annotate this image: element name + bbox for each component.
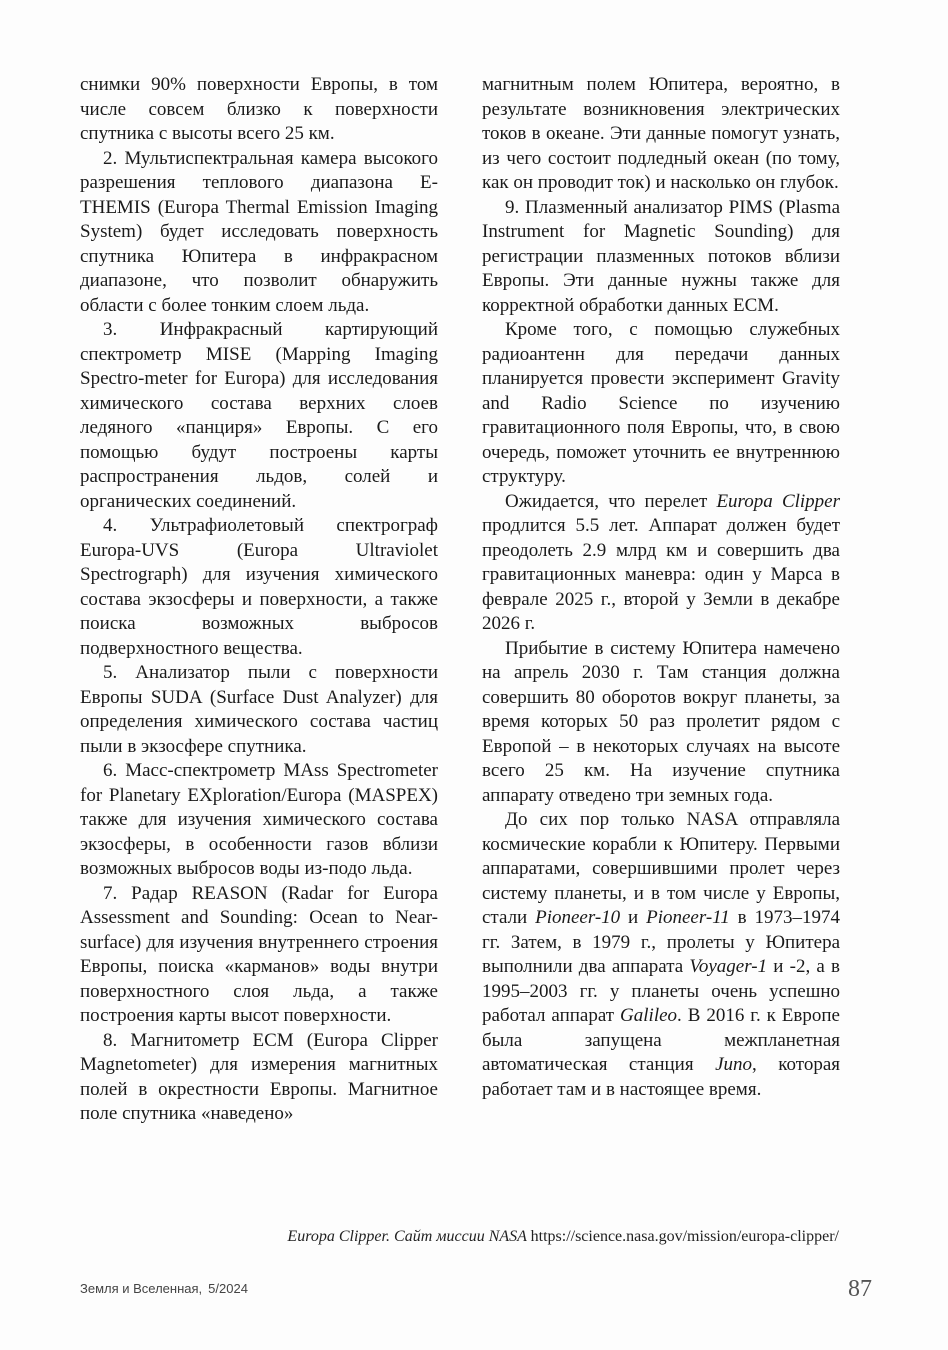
paragraph: снимки 90% поверхности Европы, в том числе совсем близко к поверхности спутника с высоты всего 25 км. xyxy=(80,74,438,144)
paragraph: 3. Инфракрасный картирующий спектрометр MISE (Mapping Imaging Spectro-meter for Europa) для исследования химического состава верхних слоев ледяного «панциря» Европы. С его помощью будут построены карты распространения льдов, солей и органических соединений. xyxy=(80,319,438,512)
running-footer xyxy=(80,1281,248,1296)
caption-url-link[interactable]: https://science.nasa.gov/mission/europa-clipper/ xyxy=(530,1228,839,1245)
paragraph: Ожидается, что перелет Europa Clipper продлится 5.5 лет. Аппарат должен будет преодолеть 2.9 млрд км и совершить два гравитационных маневра: один у Марса в феврале 2025 г., второй у Земли в декабре 2026 г. xyxy=(482,490,840,634)
journal-title: Земля и Вселенная, xyxy=(80,1281,203,1296)
paragraph: До сих пор только NASA отправляла космические корабли к Юпитеру. Первыми аппаратами, совершившими пролет через систему планеты, и в том числе у Европы, стали Pioneer-10 и Pioneer-11 в 1973–1974 гг. Затем, в 1979 г., пролеты у Юпитера выполнили два аппарата Voyager-1 и -2, а в 1995–2003 гг. у планеты очень успешно работал аппарат Galileo. В 2016 г. к Европе была запущена межпланетная автоматическая станция Juno, которая работает там и в настоящее время. xyxy=(482,809,840,1100)
image-caption xyxy=(287,1228,839,1246)
paragraph: 7. Радар REASON (Radar for Europa Assessment and Sounding: Ocean to Near-surface) для изучения внутреннего строения Европы, поиска «карманов» воды внутри поверхностного слоя льда, а также построения карты высот поверхности. xyxy=(80,882,438,1026)
paragraph: 4. Ультрафиолетовый спектрограф Europa-UVS (Europa Ultraviolet Spectrograph) для изучения химического состава экзосферы и поверхности, а также поиска возможных выбросов подверхностного вещества. xyxy=(80,515,438,659)
paragraph: Прибытие в систему Юпитера намечено на апрель 2030 г. Там станция должна совершить 80 оборотов вокруг планеты, за время которых 50 раз пролетит рядом с Европой – в некоторых случаях на высоте всего 25 км. На изучение спутника аппарату отведено три земных года. xyxy=(482,637,840,806)
paragraph: Кроме того, с помощью служебных радиоантенн для передачи данных планируется провести эксперимент Gravity and Radio Science по изучению гравитационного поля Европы, что, в свою очередь, поможет уточнить ее внутреннюю структуру. xyxy=(482,319,840,487)
left-text-column xyxy=(80,73,438,1127)
paragraph: магнитным полем Юпитера, вероятно, в результате возникновения электрических токов в океане. Эти данные помогут узнать, из чего состоит подледный океан (по тому, как он проводит ток) и насколько он глубок. xyxy=(482,74,840,193)
paragraph: 6. Масс-спектрометр MAss Spectrometer for Planetary EXploration/Europa (MASPEX) также для изучения химического состава экзосферы, в особенности газов вблизи возможных выбросов воды из-подо льда. xyxy=(80,760,438,879)
paragraph: 8. Магнитометр ECM (Europa Clipper Magnetometer) для измерения магнитных полей в окрестности Европы. Магнитное поле спутника «наведено» xyxy=(80,1029,438,1124)
right-text-column xyxy=(482,73,840,1102)
page-number: 87 xyxy=(848,1276,872,1302)
paragraph: 5. Анализатор пыли с поверхности Европы SUDA (Surface Dust Analyzer) для определения химического состава частиц пыли в экзосфере спутника. xyxy=(80,662,438,757)
issue-number: 5/2024 xyxy=(208,1281,248,1296)
paragraph: 2. Мультиспектральная камера высокого разрешения теплового диапазона E-THEMIS (Europa Thermal Emission Imaging System) будет исследовать поверхность спутника Юпитера в инфракрасном диапазоне, что позволит обнаружить области с более тонким слоем льда. xyxy=(80,147,438,316)
paragraph: 9. Плазменный анализатор PIMS (Plasma Instrument for Magnetic Sounding) для регистрации плазменных потоков вблизи Европы. Эти данные нужны также для корректной обработки данных ECM. xyxy=(482,196,840,316)
caption-source: Europa Clipper. Сайт миссии NASA xyxy=(287,1228,527,1245)
